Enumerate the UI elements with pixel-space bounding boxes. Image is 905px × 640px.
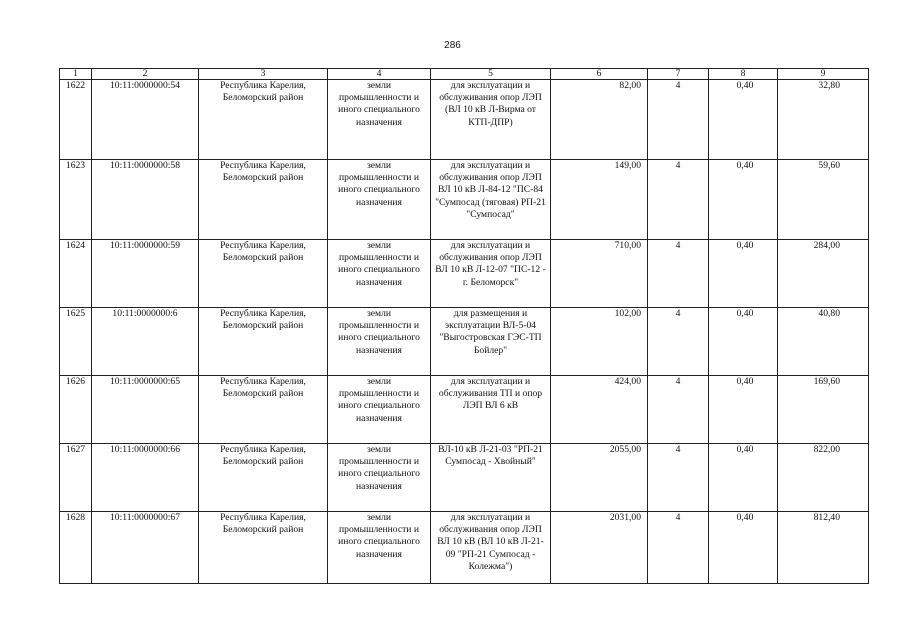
land-category-cell: земли промышленности и иного специального назначения (328, 240, 431, 308)
tax-amount-cell: 59,60 (778, 160, 869, 240)
tax-rate-cell: 0,40 (709, 308, 778, 376)
row-number-cell: 1625 (60, 308, 92, 376)
row-number-cell: 1622 (60, 80, 92, 160)
land-purpose-cell: ВЛ-10 кВ Л-21-03 "РП-21 Сумпосад - Хвойный" (431, 444, 551, 512)
table-row (60, 308, 869, 376)
tax-group-cell: 4 (648, 444, 709, 512)
cadastral-number-cell: 10:11:0000000:65 (92, 376, 199, 444)
land-registry-table (59, 68, 869, 584)
column-header-6: 6 (551, 69, 648, 80)
cadastral-number-cell: 10:11:0000000:58 (92, 160, 199, 240)
land-category-cell: земли промышленности и иного специального назначения (328, 512, 431, 584)
tax-amount-cell: 32,80 (778, 80, 869, 160)
column-header-8: 8 (709, 69, 778, 80)
column-header-5: 5 (431, 69, 551, 80)
location-cell: Республика Карелия, Беломорский район (199, 80, 328, 160)
land-category-cell: земли промышленности и иного специального назначения (328, 308, 431, 376)
location-cell: Республика Карелия, Беломорский район (199, 240, 328, 308)
land-category-cell: земли промышленности и иного специального назначения (328, 444, 431, 512)
column-header-7: 7 (648, 69, 709, 80)
tax-group-cell: 4 (648, 80, 709, 160)
table-row (60, 160, 869, 240)
tax-amount-cell: 822,00 (778, 444, 869, 512)
cadastral-number-cell: 10:11:0000000:67 (92, 512, 199, 584)
tax-rate-cell: 0,40 (709, 512, 778, 584)
location-cell: Республика Карелия, Беломорский район (199, 160, 328, 240)
location-cell: Республика Карелия, Беломорский район (199, 376, 328, 444)
area-value-cell: 102,00 (551, 308, 648, 376)
land-category-cell: земли промышленности и иного специального назначения (328, 160, 431, 240)
tax-amount-cell: 284,00 (778, 240, 869, 308)
table-row (60, 512, 869, 584)
cadastral-number-cell: 10:11:0000000:59 (92, 240, 199, 308)
land-category-cell: земли промышленности и иного специального назначения (328, 80, 431, 160)
tax-rate-cell: 0,40 (709, 444, 778, 512)
area-value-cell: 424,00 (551, 376, 648, 444)
header-row (60, 69, 869, 80)
cadastral-number-cell: 10:11:0000000:54 (92, 80, 199, 160)
row-number-cell: 1628 (60, 512, 92, 584)
table-header (60, 69, 869, 80)
table-row (60, 240, 869, 308)
table-row (60, 376, 869, 444)
page-number: 286 (444, 40, 461, 51)
area-value-cell: 2055,00 (551, 444, 648, 512)
column-header-1: 1 (60, 69, 92, 80)
table-row (60, 80, 869, 160)
area-value-cell: 82,00 (551, 80, 648, 160)
tax-amount-cell: 169,60 (778, 376, 869, 444)
table-row (60, 444, 869, 512)
row-number-cell: 1627 (60, 444, 92, 512)
tax-group-cell: 4 (648, 240, 709, 308)
land-purpose-cell: для эксплуатации и обслуживания ТП и опор ЛЭП ВЛ 6 кВ (431, 376, 551, 444)
column-header-2: 2 (92, 69, 199, 80)
tax-amount-cell: 812,40 (778, 512, 869, 584)
land-purpose-cell: для эксплуатации и обслуживания опор ЛЭП ВЛ 10 кВ Л-12-07 "ПС-12 - г. Беломорск" (431, 240, 551, 308)
tax-rate-cell: 0,40 (709, 80, 778, 160)
tax-rate-cell: 0,40 (709, 160, 778, 240)
area-value-cell: 149,00 (551, 160, 648, 240)
land-purpose-cell: для эксплуатации и обслуживания опор ЛЭП (ВЛ 10 кВ Л-Вирма от КТП-ДПР) (431, 80, 551, 160)
area-value-cell: 2031,00 (551, 512, 648, 584)
land-purpose-cell: для размещения и эксплуатации ВЛ-5-04 "Выгостровская ГЭС-ТП Бойлер" (431, 308, 551, 376)
tax-rate-cell: 0,40 (709, 376, 778, 444)
tax-group-cell: 4 (648, 376, 709, 444)
land-purpose-cell: для эксплуатации и обслуживания опор ЛЭП ВЛ 10 кВ (ВЛ 10 кВ Л-21-09 "РП-21 Сумпосад - Колежма") (431, 512, 551, 584)
cadastral-number-cell: 10:11:0000000:66 (92, 444, 199, 512)
column-header-9: 9 (778, 69, 869, 80)
location-cell: Республика Карелия, Беломорский район (199, 308, 328, 376)
location-cell: Республика Карелия, Беломорский район (199, 512, 328, 584)
tax-rate-cell: 0,40 (709, 240, 778, 308)
column-header-3: 3 (199, 69, 328, 80)
tax-group-cell: 4 (648, 512, 709, 584)
tax-amount-cell: 40,80 (778, 308, 869, 376)
row-number-cell: 1623 (60, 160, 92, 240)
land-category-cell: земли промышленности и иного специального назначения (328, 376, 431, 444)
tax-group-cell: 4 (648, 160, 709, 240)
row-number-cell: 1626 (60, 376, 92, 444)
table-body (60, 80, 869, 584)
cadastral-number-cell: 10:11:0000000:6 (92, 308, 199, 376)
area-value-cell: 710,00 (551, 240, 648, 308)
tax-group-cell: 4 (648, 308, 709, 376)
row-number-cell: 1624 (60, 240, 92, 308)
location-cell: Республика Карелия, Беломорский район (199, 444, 328, 512)
column-header-4: 4 (328, 69, 431, 80)
land-purpose-cell: для эксплуатации и обслуживания опор ЛЭП ВЛ 10 кВ Л-84-12 "ПС-84 "Сумпосад (тяговая) РП-21 "Сумпосад" (431, 160, 551, 240)
